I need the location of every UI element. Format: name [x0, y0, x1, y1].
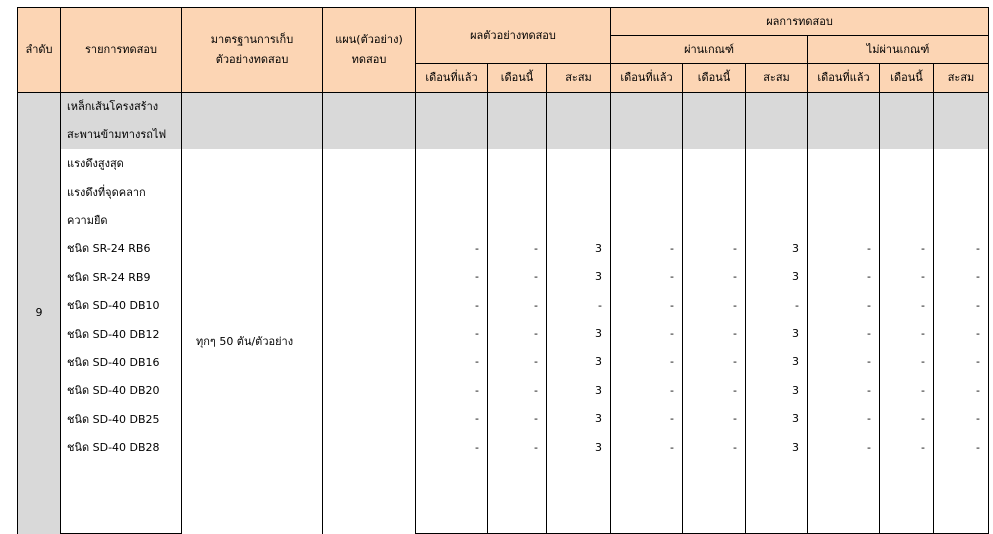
header-sample-this-month: เดือนนี้: [488, 64, 547, 93]
group-title-line2: สะพานข้ามทางรถไฟ: [67, 128, 167, 141]
value-sample-last-month: -: [416, 405, 488, 433]
row-label: ชนิด SD-40 DB12: [61, 319, 182, 347]
value-passed-last-month: -: [611, 263, 683, 291]
group-title: [61, 93, 182, 150]
value-sample-last-month: -: [416, 376, 488, 404]
row-label: ชนิด SD-40 DB20: [61, 376, 182, 404]
value-failed-cumulative: -: [934, 234, 989, 262]
value-failed-last-month: -: [808, 376, 880, 404]
group-title-cell: [488, 93, 547, 150]
value-failed-this-month: -: [880, 376, 934, 404]
value-sample-last-month: -: [416, 319, 488, 347]
value-failed-cumulative: -: [934, 348, 989, 376]
header-plan: [323, 8, 416, 93]
header-passed-this-month: เดือนนี้: [683, 64, 746, 93]
group-title-cell: [182, 93, 323, 150]
value-passed-last-month: -: [611, 291, 683, 319]
row-label: ชนิด SD-40 DB28: [61, 433, 182, 461]
row-label: ชนิด SR-24 RB9: [61, 263, 182, 291]
header-passed: ผ่านเกณฑ์: [611, 36, 808, 64]
empty-cell: [683, 461, 746, 534]
header-failed-last-month: เดือนที่แล้ว: [808, 64, 880, 93]
empty-cell: [934, 461, 989, 534]
header-passed-last-month: เดือนที่แล้ว: [611, 64, 683, 93]
group-title-cell: [416, 93, 488, 150]
value-sample-last-month: -: [416, 291, 488, 319]
empty-cell: [488, 461, 547, 534]
value-sample-cumulative: -: [547, 291, 611, 319]
value-sample-cumulative: 3: [547, 319, 611, 347]
group-title-line1: เหล็กเส้นโครงสร้าง: [67, 100, 159, 113]
header-plan-line1: แผน(ตัวอย่าง): [335, 33, 403, 46]
value-sample-this-month: -: [488, 348, 547, 376]
header-standard-line1: มาตรฐานการเก็บ: [210, 33, 294, 46]
group-title-cell: [880, 93, 934, 150]
header-failed: ไม่ผ่านเกณฑ์: [808, 36, 989, 64]
header-standard-line2: ตัวอย่างทดสอบ: [215, 53, 289, 66]
plan-cell: [323, 149, 416, 534]
value-sample-this-month: -: [488, 234, 547, 262]
value-passed-last-month: -: [611, 405, 683, 433]
value-passed-this-month: -: [683, 433, 746, 461]
header-item: รายการทดสอบ: [61, 8, 182, 93]
header-test-results: ผลการทดสอบ: [611, 8, 989, 36]
value-sample-cumulative: 3: [547, 348, 611, 376]
header-seq: ลำดับ: [18, 8, 61, 93]
value-failed-this-month: -: [880, 263, 934, 291]
table-row: [18, 348, 989, 376]
header-standard: [182, 8, 323, 93]
value-passed-cumulative: 3: [746, 376, 808, 404]
empty-row: [18, 461, 989, 534]
value-sample-this-month: -: [488, 405, 547, 433]
value-failed-cumulative: -: [934, 433, 989, 461]
row-label: ชนิด SD-40 DB16: [61, 348, 182, 376]
empty-cell: [880, 461, 934, 534]
value-passed-cumulative: 3: [746, 234, 808, 262]
value-failed-cumulative: -: [934, 263, 989, 291]
value-passed-this-month: -: [683, 405, 746, 433]
value-passed-cumulative: 3: [746, 348, 808, 376]
value-passed-cumulative: 3: [746, 263, 808, 291]
value-sample-cumulative: 3: [547, 405, 611, 433]
empty-cell: [547, 461, 611, 534]
property-label: แรงดึงสูงสุด: [61, 149, 182, 177]
empty-cell: [808, 461, 880, 534]
value-passed-last-month: -: [611, 319, 683, 347]
header-sample-last-month: เดือนที่แล้ว: [416, 64, 488, 93]
value-sample-cumulative: 3: [547, 234, 611, 262]
row-label: ชนิด SD-40 DB10: [61, 291, 182, 319]
empty-cell: [611, 461, 683, 534]
value-passed-cumulative: 3: [746, 319, 808, 347]
empty-cell: [416, 461, 488, 534]
table-row: [18, 376, 989, 404]
value-failed-last-month: -: [808, 348, 880, 376]
row-label: ชนิด SR-24 RB6: [61, 234, 182, 262]
value-sample-cumulative: 3: [547, 263, 611, 291]
group-title-cell: [746, 93, 808, 150]
group-title-cell: [808, 93, 880, 150]
value-passed-this-month: -: [683, 376, 746, 404]
header-failed-this-month: เดือนนี้: [880, 64, 934, 93]
property-label: ความยืด: [61, 206, 182, 234]
value-sample-this-month: -: [488, 376, 547, 404]
value-failed-cumulative: -: [934, 291, 989, 319]
group-title-cell: [934, 93, 989, 150]
table-row: [18, 291, 989, 319]
value-failed-this-month: -: [880, 291, 934, 319]
value-sample-this-month: -: [488, 319, 547, 347]
table-row: [18, 263, 989, 291]
header-plan-line2: ทดสอบ: [351, 53, 387, 66]
group-seq: 9: [18, 93, 61, 534]
table-row: [18, 319, 989, 347]
test-results-table: [17, 7, 989, 534]
standard-cell: ทุกๆ 50 ตัน/ตัวอย่าง: [182, 149, 323, 534]
header-sample-results: ผลตัวอย่างทดสอบ: [416, 8, 611, 64]
value-sample-cumulative: 3: [547, 376, 611, 404]
row-label: ชนิด SD-40 DB25: [61, 405, 182, 433]
value-failed-last-month: -: [808, 319, 880, 347]
group-title-cell: [683, 93, 746, 150]
value-sample-this-month: -: [488, 433, 547, 461]
header-sample-cumulative: สะสม: [547, 64, 611, 93]
value-passed-last-month: -: [611, 376, 683, 404]
value-sample-last-month: -: [416, 234, 488, 262]
value-failed-cumulative: -: [934, 319, 989, 347]
header-passed-cumulative: สะสม: [746, 64, 808, 93]
value-failed-last-month: -: [808, 433, 880, 461]
group-title-cell: [323, 93, 416, 150]
value-failed-this-month: -: [880, 348, 934, 376]
table-row: [18, 433, 989, 461]
empty-cell: [61, 461, 182, 534]
value-failed-last-month: -: [808, 405, 880, 433]
property-row: [18, 206, 989, 234]
property-row: [18, 149, 989, 177]
value-passed-last-month: -: [611, 433, 683, 461]
value-passed-last-month: -: [611, 348, 683, 376]
value-sample-last-month: -: [416, 348, 488, 376]
value-failed-cumulative: -: [934, 376, 989, 404]
value-failed-last-month: -: [808, 263, 880, 291]
value-failed-last-month: -: [808, 291, 880, 319]
value-failed-this-month: -: [880, 234, 934, 262]
empty-cell: [746, 461, 808, 534]
value-passed-last-month: -: [611, 234, 683, 262]
value-failed-cumulative: -: [934, 405, 989, 433]
table-header: [18, 8, 989, 93]
value-sample-cumulative: 3: [547, 433, 611, 461]
table-row: [18, 405, 989, 433]
value-passed-cumulative: -: [746, 291, 808, 319]
value-passed-this-month: -: [683, 348, 746, 376]
value-failed-last-month: -: [808, 234, 880, 262]
table-body: [18, 93, 989, 534]
value-failed-this-month: -: [880, 405, 934, 433]
property-row: [18, 177, 989, 205]
value-passed-cumulative: 3: [746, 405, 808, 433]
value-sample-this-month: -: [488, 291, 547, 319]
value-passed-cumulative: 3: [746, 433, 808, 461]
value-sample-this-month: -: [488, 263, 547, 291]
value-failed-this-month: -: [880, 433, 934, 461]
property-label: แรงดึงที่จุดคลาก: [61, 177, 182, 205]
table-row: [18, 234, 989, 262]
group-title-cell: [547, 93, 611, 150]
header-failed-cumulative: สะสม: [934, 64, 989, 93]
value-sample-last-month: -: [416, 433, 488, 461]
value-passed-this-month: -: [683, 234, 746, 262]
value-failed-this-month: -: [880, 319, 934, 347]
value-passed-this-month: -: [683, 319, 746, 347]
group-title-cell: [611, 93, 683, 150]
group-title-row: [18, 93, 989, 150]
value-passed-this-month: -: [683, 263, 746, 291]
value-sample-last-month: -: [416, 263, 488, 291]
value-passed-this-month: -: [683, 291, 746, 319]
